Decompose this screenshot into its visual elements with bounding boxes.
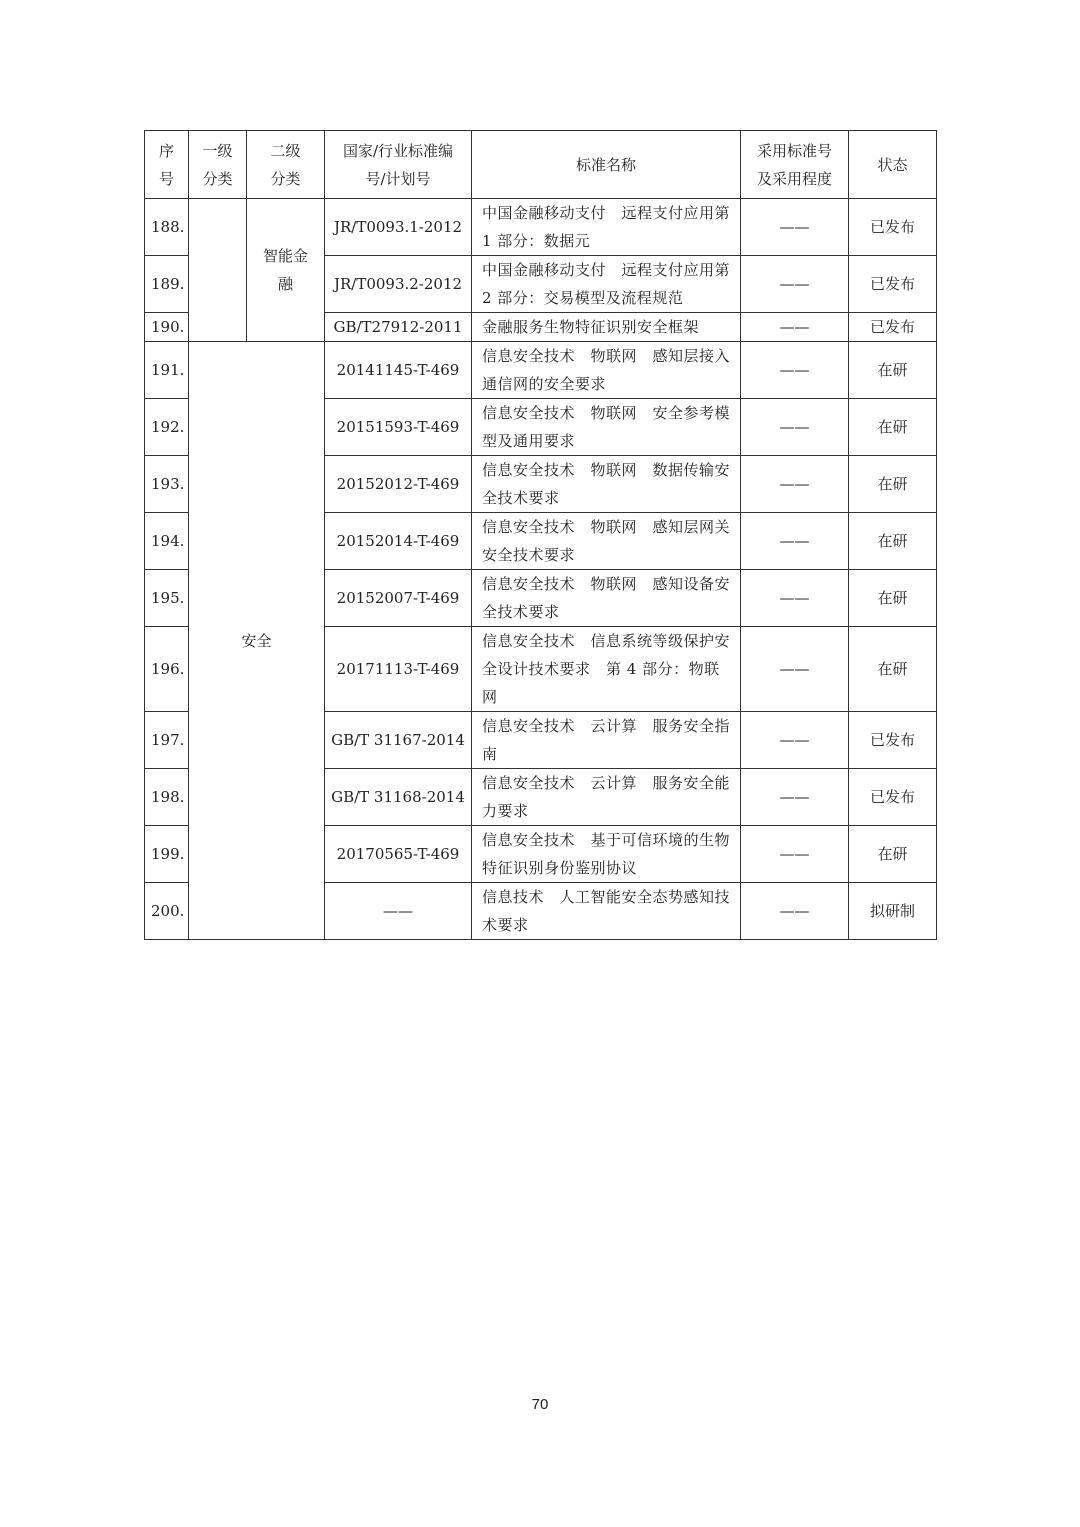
name-cell: 信息安全技术 物联网 感知层网关安全技术要求 <box>472 513 741 570</box>
code-cell: 20170565-T-469 <box>325 826 472 883</box>
adopt-cell: —— <box>741 513 849 570</box>
name-cell: 信息安全技术 物联网 数据传输安全技术要求 <box>472 456 741 513</box>
level2-cell-finance: 智能金 融 <box>247 199 325 342</box>
code-cell: 20152007-T-469 <box>325 570 472 627</box>
adopt-cell: —— <box>741 256 849 313</box>
name-cell: 金融服务生物特征识别安全框架 <box>472 313 741 342</box>
adopt-cell: —— <box>741 342 849 399</box>
status-cell: 拟研制 <box>849 883 937 940</box>
adopt-cell: —— <box>741 883 849 940</box>
seq-cell: 200. <box>145 883 189 940</box>
code-cell: GB/T27912-2011 <box>325 313 472 342</box>
adopt-cell: —— <box>741 199 849 256</box>
status-cell: 在研 <box>849 513 937 570</box>
header-code: 国家/行业标准编 号/计划号 <box>325 131 472 199</box>
name-cell: 信息安全技术 物联网 感知层接入通信网的安全要求 <box>472 342 741 399</box>
standards-table <box>144 130 937 940</box>
status-cell: 在研 <box>849 456 937 513</box>
seq-cell: 188. <box>145 199 189 256</box>
name-cell: 信息安全技术 云计算 服务安全能力要求 <box>472 769 741 826</box>
code-cell: 20151593-T-469 <box>325 399 472 456</box>
code-cell: —— <box>325 883 472 940</box>
seq-cell: 190. <box>145 313 189 342</box>
header-level2: 二级 分类 <box>247 131 325 199</box>
adopt-cell: —— <box>741 570 849 627</box>
status-cell: 在研 <box>849 342 937 399</box>
header-adopt: 采用标准号 及采用程度 <box>741 131 849 199</box>
status-cell: 在研 <box>849 399 937 456</box>
name-cell: 信息安全技术 物联网 感知设备安全技术要求 <box>472 570 741 627</box>
status-cell: 在研 <box>849 627 937 712</box>
page-number: 70 <box>531 1396 549 1413</box>
seq-cell: 198. <box>145 769 189 826</box>
seq-cell: 197. <box>145 712 189 769</box>
adopt-cell: —— <box>741 399 849 456</box>
level1-cell-security: 安全 <box>189 342 325 940</box>
seq-cell: 192. <box>145 399 189 456</box>
adopt-cell: —— <box>741 313 849 342</box>
code-cell: JR/T0093.2-2012 <box>325 256 472 313</box>
header-name: 标准名称 <box>472 131 741 199</box>
name-cell: 信息技术 人工智能安全态势感知技术要求 <box>472 883 741 940</box>
adopt-cell: —— <box>741 826 849 883</box>
seq-cell: 194. <box>145 513 189 570</box>
code-cell: JR/T0093.1-2012 <box>325 199 472 256</box>
code-cell: GB/T 31168-2014 <box>325 769 472 826</box>
name-cell: 信息安全技术 云计算 服务安全指南 <box>472 712 741 769</box>
seq-cell: 196. <box>145 627 189 712</box>
seq-cell: 189. <box>145 256 189 313</box>
adopt-cell: —— <box>741 456 849 513</box>
header-status: 状态 <box>849 131 937 199</box>
status-cell: 已发布 <box>849 712 937 769</box>
status-cell: 已发布 <box>849 256 937 313</box>
header-seq: 序 号 <box>145 131 189 199</box>
header-row <box>145 131 937 199</box>
name-cell: 信息安全技术 物联网 安全参考模型及通用要求 <box>472 399 741 456</box>
code-cell: 20141145-T-469 <box>325 342 472 399</box>
seq-cell: 191. <box>145 342 189 399</box>
table-row <box>145 342 937 399</box>
level1-cell-empty <box>189 199 247 342</box>
code-cell: 20152014-T-469 <box>325 513 472 570</box>
status-cell: 已发布 <box>849 313 937 342</box>
status-cell: 已发布 <box>849 199 937 256</box>
header-level1: 一级 分类 <box>189 131 247 199</box>
name-cell: 中国金融移动支付 远程支付应用第 2 部分：交易模型及流程规范 <box>472 256 741 313</box>
adopt-cell: —— <box>741 769 849 826</box>
status-cell: 在研 <box>849 570 937 627</box>
code-cell: 20171113-T-469 <box>325 627 472 712</box>
name-cell: 信息安全技术 信息系统等级保护安全设计技术要求 第 4 部分：物联网 <box>472 627 741 712</box>
seq-cell: 193. <box>145 456 189 513</box>
adopt-cell: —— <box>741 712 849 769</box>
seq-cell: 195. <box>145 570 189 627</box>
adopt-cell: —— <box>741 627 849 712</box>
name-cell: 中国金融移动支付 远程支付应用第 1 部分：数据元 <box>472 199 741 256</box>
status-cell: 在研 <box>849 826 937 883</box>
seq-cell: 199. <box>145 826 189 883</box>
code-cell: GB/T 31167-2014 <box>325 712 472 769</box>
name-cell: 信息安全技术 基于可信环境的生物特征识别身份鉴别协议 <box>472 826 741 883</box>
table-row <box>145 199 937 256</box>
status-cell: 已发布 <box>849 769 937 826</box>
code-cell: 20152012-T-469 <box>325 456 472 513</box>
